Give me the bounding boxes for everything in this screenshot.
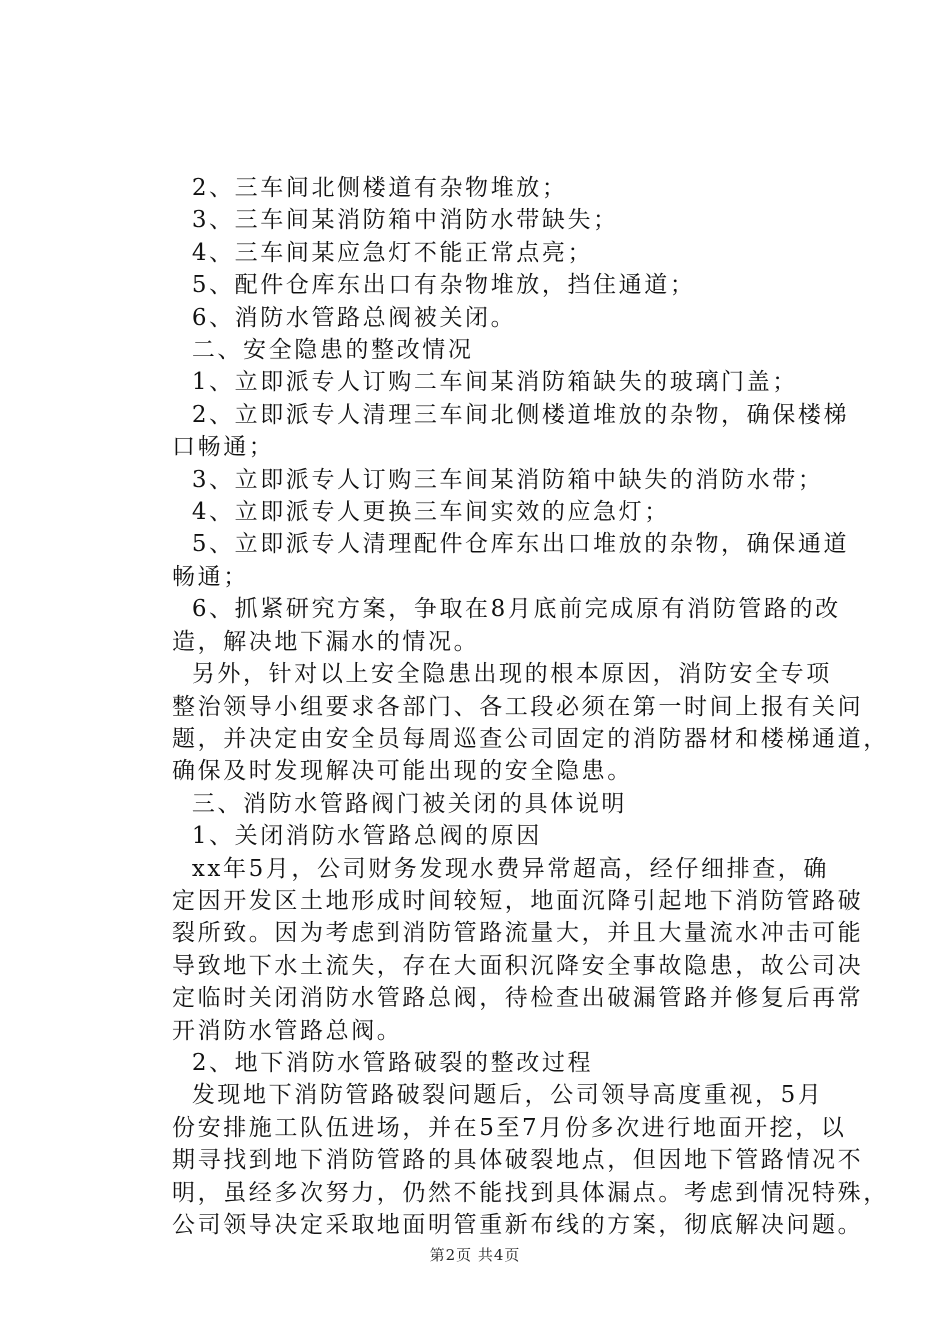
text-line: 定因开发区土地形成时间较短，地面沉降引起地下消防管路破 <box>172 887 864 914</box>
text-line: 口畅通； <box>172 434 275 461</box>
text-line: 期寻找到地下消防管路的具体破裂地点，但因地下管路情况不 <box>172 1147 864 1174</box>
text-line: 1、关闭消防水管路总阀的原因 <box>172 823 542 850</box>
text-line: 定临时关闭消防水管路总阀，待检查出破漏管路并修复后再常 <box>172 985 864 1012</box>
text-line: 整治领导小组要求各部门、各工段必须在第一时间上报有关问 <box>172 693 864 720</box>
text-line: 题，并决定由安全员每周巡查公司固定的消防器材和楼梯通道， <box>172 725 889 752</box>
text-line: 3、立即派专人订购三车间某消防箱中缺失的消防水带； <box>172 466 824 493</box>
text-line: 确保及时发现解决可能出现的安全隐患。 <box>172 758 633 785</box>
text-line: 畅通； <box>172 563 249 590</box>
text-line: 6、消防水管路总阀被关闭。 <box>172 304 517 331</box>
text-line: 5、配件仓库东出口有杂物堆放，挡住通道； <box>172 272 696 299</box>
text-line: 3、三车间某消防箱中消防水带缺失； <box>172 207 619 234</box>
text-line: 1、立即派专人订购二车间某消防箱缺失的玻璃门盖； <box>172 369 798 396</box>
document-body <box>172 172 889 1241</box>
text-line: xx年5月，公司财务发现水费异常超高，经仔细排查，确 <box>172 855 829 882</box>
text-line: 开消防水管路总阀。 <box>172 1017 403 1044</box>
text-line: 份安排施工队伍进场，并在5至7月份多次进行地面开挖，以 <box>172 1114 847 1141</box>
text-line: 导致地下水土流失，存在大面积沉降安全事故隐患，故公司决 <box>172 952 864 979</box>
text-line: 公司领导决定采取地面明管重新布线的方案，彻底解决问题。 <box>172 1212 864 1238</box>
text-line: 造，解决地下漏水的情况。 <box>172 628 480 655</box>
text-line: 2、三车间北侧楼道有杂物堆放； <box>172 175 568 201</box>
text-line: 明，虽经多次努力，仍然不能找到具体漏点。考虑到情况特殊， <box>172 1179 889 1206</box>
text-line: 二、安全隐患的整改情况 <box>172 337 474 364</box>
text-line: 2、地下消防水管路破裂的整改过程 <box>172 1049 594 1076</box>
text-line: 裂所致。因为考虑到消防管路流量大，并且大量流水冲击可能 <box>172 920 864 947</box>
text-line: 6、抓紧研究方案，争取在8月底前完成原有消防管路的改 <box>172 596 841 623</box>
text-line: 4、三车间某应急灯不能正常点亮； <box>172 239 594 266</box>
text-line: 发现地下消防管路破裂问题后，公司领导高度重视，5月 <box>172 1082 824 1109</box>
page-number-footer: 第2页 共4页 <box>429 1246 521 1264</box>
text-line: 2、立即派专人清理三车间北侧楼道堆放的杂物，确保楼梯 <box>172 401 850 428</box>
text-line: 三、消防水管路阀门被关闭的具体说明 <box>172 790 628 817</box>
text-line: 5、立即派专人清理配件仓库东出口堆放的杂物，确保通道 <box>172 531 850 558</box>
text-line: 4、立即派专人更换三车间实效的应急灯； <box>172 499 670 526</box>
text-line: 另外，针对以上安全隐患出现的根本原因，消防安全专项 <box>172 661 832 688</box>
